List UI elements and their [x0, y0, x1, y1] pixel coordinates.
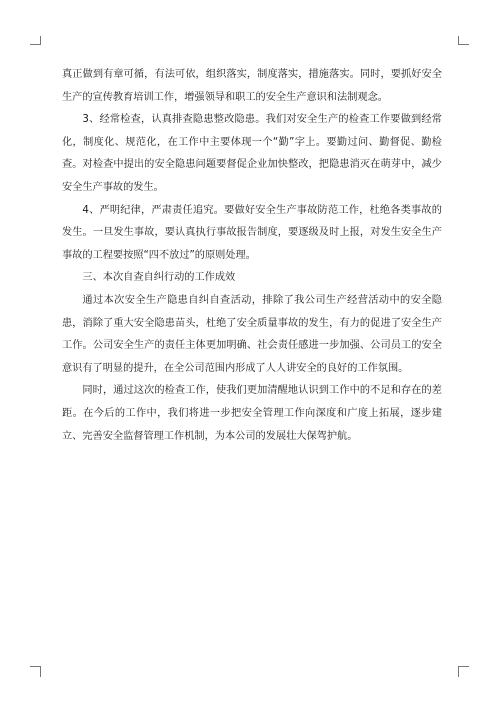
paragraph-conclusion: 同时，通过这次的检查工作，使我们更加清醒地认识到工作中的不足和存在的差距。在今后的工作中，我们将进一步把安全管理工作向深度和广度上拓展，逐步建立、完善安全监督管理工作机制，为本公司的发展壮大保驾护航。 [62, 385, 442, 442]
paragraph-continuation: 真正做到有章可循，有法可依，组织落实，制度落实，措施落实。同时，要抓好安全生产的宣传教育培训工作，增强领导和职工的安全生产意识和法制观念。 [62, 69, 442, 103]
crop-mark-bottom-left [30, 666, 41, 677]
paragraph-results: 通过本次安全生产隐患自纠自查活动，排除了我公司生产经营活动中的安全隐患，消除了重大安全隐患苗头，杜绝了安全质量事故的发生，有力的促进了安全生产工作。公司安全生产的责任主体更加明确、社会责任感进一步加强、公司员工的安全意识有了明显的提升，在全公司范围内形成了人人讲安全的良好的工作氛围。 [62, 294, 442, 374]
paragraph-discipline: 4、严明纪律，严肃责任追究。要做好安全生产事故防范工作，杜绝各类事故的发生。一旦发生事故，要认真执行事故报告制度，要逐级及时上报，对发生安全生产事故的工程要按照“四不放过”的原则处理。 [62, 204, 442, 261]
paragraph-regular-inspection: 3、经常检查，认真排查隐患整改隐患。我们对安全生产的检查工作要做到经常化，制度化、规范化，在工作中主要体现一个“勤”字上。要勤过问、勤督促、勤检查。对检查中提出的安全隐患问题要督促企业加快整改，把隐患消灭在萌芽中，减少安全生产事故的发生。 [62, 114, 442, 193]
crop-mark-top-left [30, 36, 41, 45]
crop-mark-bottom-right [458, 666, 469, 677]
section-heading-results: 三、本次自查自纠行动的工作成效 [82, 272, 236, 284]
document-body [62, 64, 442, 448]
crop-mark-top-right [458, 36, 469, 45]
